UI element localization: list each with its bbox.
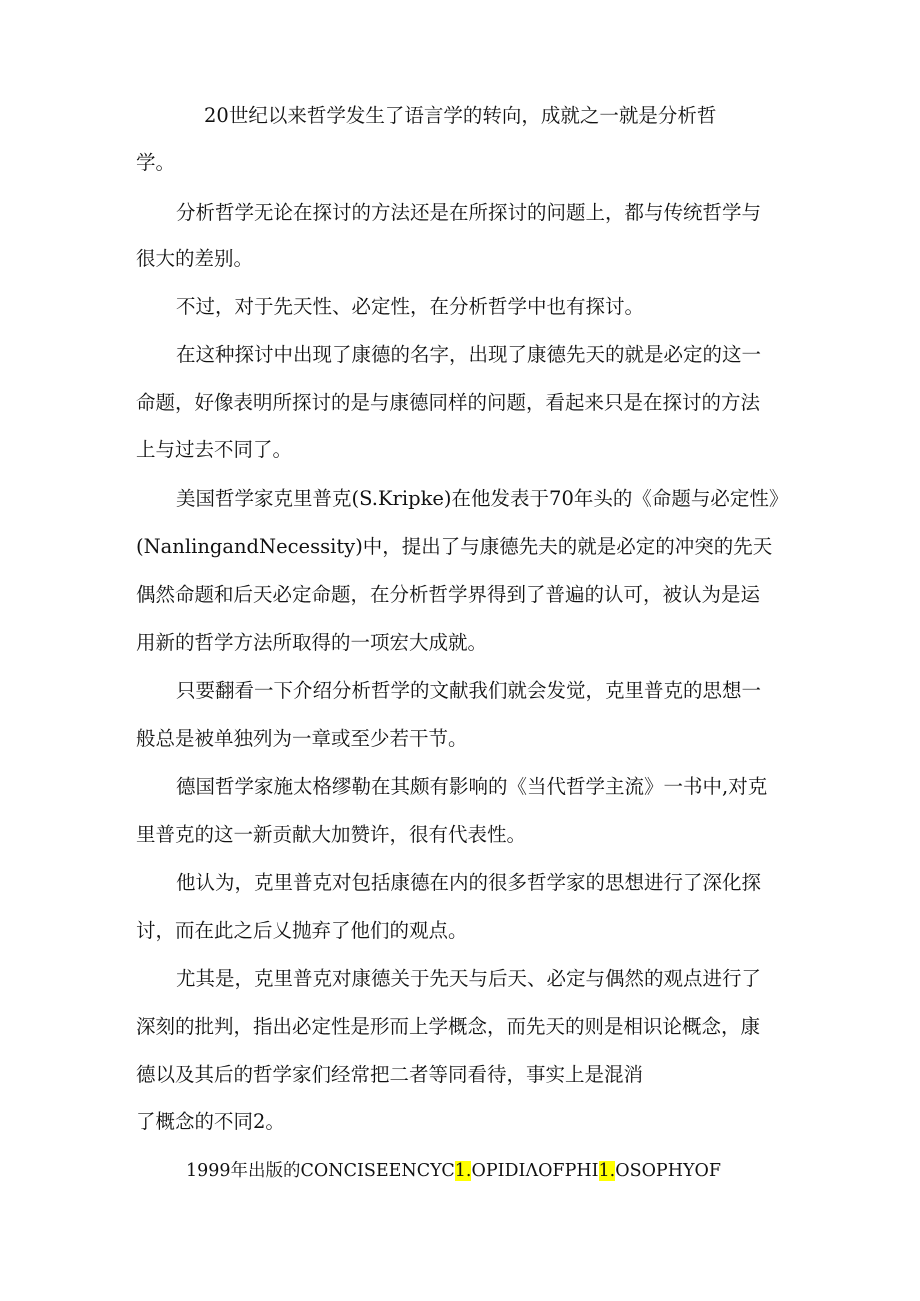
paragraph-7-line-1: 德国哲学家施太格缪勒在其颇有影响的《当代哲学主流》一书中,对克 [176, 775, 768, 798]
paragraph-5-line-2: (NanlingandNecessity)中，提出了与康德先夫的就是必定的冲突的先天 [136, 535, 773, 558]
highlighted-text: 1. [454, 1161, 472, 1181]
paragraph-5-line-3: 偶然命题和后天必定命题，在分析哲学界得到了普遍的认可，被认为是运 [136, 583, 761, 606]
paragraph-6-line-2: 般总是被单独列为一章或至少若干节。 [136, 727, 468, 750]
paragraph-2-line-1: 分析哲学无论在探讨的方法还是在所探讨的问题上，都与传统哲学与 [176, 201, 762, 224]
paragraph-9-line-3: 德以及其后的哲学家们经常把二者等同看待，事实上是混消 [136, 1063, 644, 1086]
paragraph-5-line-4: 用新的哲学方法所取得的一项宏大成就。 [136, 631, 488, 654]
paragraph-1-line-1: 20世纪以来哲学发生了语言学的转向，成就之一就是分析哲 [204, 104, 717, 127]
paragraph-1-line-2: 学。 [136, 151, 176, 174]
paragraph-10-seg-3: OPIDIΛOFPHI [471, 1161, 599, 1181]
paragraph-4-line-2: 命题，好像表明所探讨的是与康德同样的问题，看起来只是在探讨的方法 [136, 391, 761, 414]
paragraph-4-line-1: 在这种探讨中出现了康德的名字，出现了康德先天的就是必定的这一 [176, 343, 762, 366]
paragraph-7-line-2: 里普克的这一新贡献大加赞许，很有代表性。 [136, 823, 527, 846]
highlighted-text: 1. [598, 1161, 616, 1181]
paragraph-6-line-1: 只要翻看一下介绍分析哲学的文献我们就会发觉，克里普克的思想一 [176, 679, 762, 702]
paragraph-5-line-1: 美国哲学家克里普克(S.Kripke)在他发表于70年头的《命题与必定性》 [176, 487, 789, 510]
paragraph-9-line-1: 尤其是，克里普克对康德关于先天与后天、必定与偶然的观点进行了 [176, 967, 762, 990]
paragraph-10-seg-5: OSOPHYOF [615, 1161, 721, 1181]
paragraph-4-line-3: 上与过去不同了。 [136, 438, 293, 461]
paragraph-8-line-2: 讨，而在此之后乂抛弃了他们的观点。 [136, 919, 468, 942]
paragraph-9-line-4: 了概念的不同2。 [136, 1110, 285, 1133]
paragraph-10-seg-1: 1999年出版的CONCISEENCYC [186, 1161, 455, 1181]
paragraph-2-line-2: 很大的差别。 [136, 247, 254, 270]
paragraph-3-line-1: 不过，对于先天性、必定性，在分析哲学中也有探讨。 [176, 295, 645, 318]
paragraph-10-line-1 [186, 1159, 721, 1183]
paragraph-9-line-2: 深刻的批判，指出必定性是形而上学概念，而先天的则是相识论概念，康 [136, 1015, 761, 1038]
paragraph-8-line-1: 他认为，克里普克对包括康德在内的很多哲学家的思想进行了深化探 [176, 871, 762, 894]
